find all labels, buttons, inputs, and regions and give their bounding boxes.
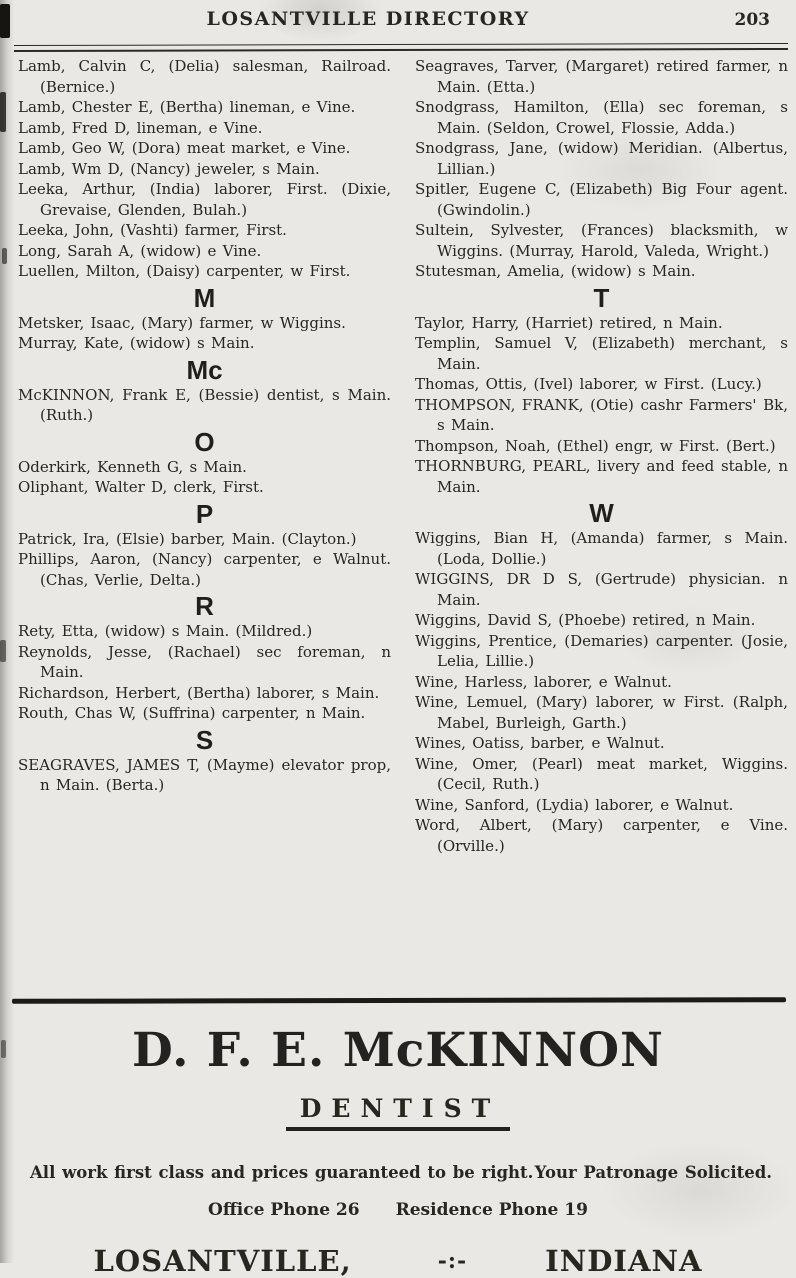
directory-entry: Wine, Omer, (Pearl) meat market, Wiggins. (Cecil, Ruth.): [415, 754, 788, 793]
section-letter-s: S: [195, 724, 214, 755]
section-letter-m: M: [193, 282, 216, 313]
directory-entry: Wiggins, Bian H, (Amanda) farmer, s Main. (Loda, Dollie.): [415, 529, 788, 568]
advertiser-profession: DENTIST: [286, 1094, 511, 1131]
directory-entry: Reynolds, Jesse, (Rachael) sec foreman, n Main.: [18, 642, 391, 681]
directory-entry: Taylor, Harry, (Harriet) retired, n Main.: [415, 313, 723, 332]
directory-entry: Metsker, Isaac, (Mary) farmer, w Wiggins.: [18, 313, 346, 332]
page-number: 203: [734, 10, 770, 30]
tagline-right: Your Patronage Solicited.: [534, 1163, 772, 1182]
directory-entry: Wine, Harless, laborer, e Walnut.: [415, 672, 672, 691]
directory-entry: WIGGINS, DR D S, (Gertrude) physician. n Main.: [415, 570, 788, 609]
directory-entry: Spitler, Eugene C, (Elizabeth) Big Four agent. (Gwindolin.): [415, 180, 788, 219]
directory-entry: Luellen, Milton, (Daisy) carpenter, w First.: [18, 262, 351, 280]
directory-entry: Wiggins, Prentice, (Demaries) carpenter. (Josie, Lelia, Lillie.): [415, 631, 788, 670]
directory-entry: Snodgrass, Jane, (widow) Meridian. (Albertus, Lillian.): [415, 139, 788, 178]
state-label: INDIANA: [545, 1244, 703, 1278]
directory-entry: Wine, Sanford, (Lydia) laborer, e Walnut.: [415, 795, 734, 814]
directory-entry: McKINNON, Frank E, (Bessie) dentist, s Main. (Ruth.): [18, 385, 391, 424]
directory-entry: Routh, Chas W, (Suffrina) carpenter, n Main.: [18, 704, 366, 722]
tagline-left: All work first class and prices guaranteed to be right.: [30, 1163, 534, 1182]
page-header: [0, 0, 796, 42]
section-letter-r: R: [195, 591, 214, 621]
directory-entry: Templin, Samuel V, (Elizabeth) merchant, s Main.: [415, 334, 788, 373]
advertisement-location: [0, 1244, 796, 1278]
directory-entry: Leeka, John, (Vashti) farmer, First.: [18, 221, 287, 239]
directory-entry: THORNBURG, PEARL, livery and feed stable, n Main.: [415, 457, 788, 496]
directory-entry: Stutesman, Amelia, (widow) s Main.: [415, 262, 696, 280]
city-label: LOSANTVILLE,: [93, 1244, 352, 1278]
advertisement-tagline: [0, 1163, 796, 1182]
directory-entry: Wines, Oatiss, barber, e Walnut.: [415, 734, 665, 752]
right-column: [415, 56, 788, 994]
directory-entry: Rety, Etta, (widow) s Main. (Mildred.): [18, 622, 313, 640]
residence-phone: Residence Phone 19: [395, 1200, 588, 1220]
directory-entry: Lamb, Wm D, (Nancy) jeweler, s Main.: [18, 159, 320, 178]
directory-entry: Lamb, Geo W, (Dora) meat market, e Vine.: [18, 139, 351, 157]
office-phone: Office Phone 26: [208, 1200, 360, 1220]
directory-entry: Seagraves, Tarver, (Margaret) retired farmer, n Main. (Etta.): [415, 57, 788, 96]
advertiser-profession-wrap: [0, 1094, 796, 1131]
directory-entry: SEAGRAVES, JAMES T, (Mayme) elevator prop, n Main. (Berta.): [18, 755, 391, 794]
scan-blot: [0, 92, 6, 132]
directory-entry: Long, Sarah A, (widow) e Vine.: [18, 241, 262, 260]
directory-entry: Word, Albert, (Mary) carpenter, e Vine. (Orville.): [415, 816, 788, 855]
section-letter-p: P: [195, 498, 214, 529]
directory-entry: Murray, Kate, (widow) s Main.: [18, 334, 255, 352]
directory-entry: Lamb, Calvin C, (Delia) salesman, Railroad. (Bernice.): [18, 57, 391, 96]
directory-entry: Wine, Lemuel, (Mary) laborer, w First. (Ralph, Mabel, Burleigh, Garth.): [415, 693, 788, 732]
directory-entry: Oliphant, Walter D, clerk, First.: [18, 478, 264, 496]
scan-blot: [0, 640, 6, 662]
directory-entry: Snodgrass, Hamilton, (Ella) sec foreman, s Main. (Seldon, Crowel, Flossie, Adda.): [415, 98, 788, 137]
scan-blot: [2, 248, 7, 264]
directory-entry: Wiggins, David S, (Phoebe) retired, n Main.: [415, 611, 756, 629]
directory-entry: Patrick, Ira, (Elsie) barber, Main. (Clayton.): [18, 529, 357, 548]
directory-entry: Richardson, Herbert, (Bertha) laborer, s Main.: [18, 683, 380, 702]
directory-entry: Thomas, Ottis, (Ivel) laborer, w First. (Lucy.): [415, 375, 762, 393]
advertisement-top-rule: [12, 997, 786, 1004]
directory-columns: [0, 51, 796, 994]
city-state-separator: -:-: [437, 1248, 468, 1274]
directory-entry: Oderkirk, Kenneth G, s Main.: [18, 457, 247, 476]
advertisement: [0, 998, 796, 1278]
section-letter-t: T: [593, 282, 610, 313]
directory-entry: Thompson, Noah, (Ethel) engr, w First. (Bert.): [415, 436, 776, 455]
directory-entry: Leeka, Arthur, (India) laborer, First. (Dixie, Grevaise, Glenden, Bulah.): [18, 180, 391, 219]
section-letter-o: O: [194, 426, 215, 457]
directory-title: LOSANTVILLE DIRECTORY: [206, 8, 530, 30]
directory-entry: Lamb, Fred D, lineman, e Vine.: [18, 118, 263, 137]
advertiser-name: D. F. E. McKINNON: [131, 1023, 665, 1078]
directory-entry: Sultein, Sylvester, (Frances) blacksmith, w Wiggins. (Murray, Harold, Valeda, Wright.): [415, 221, 788, 260]
directory-entry: THOMPSON, FRANK, (Otie) cashr Farmers' Bk, s Main.: [415, 395, 788, 434]
directory-entry: Lamb, Chester E, (Bertha) lineman, e Vine.: [18, 98, 356, 116]
section-letter-w: W: [589, 498, 614, 528]
left-column: [18, 56, 391, 994]
advertisement-phones: [0, 1200, 796, 1220]
directory-entry: Phillips, Aaron, (Nancy) carpenter, e Walnut. (Chas, Verlie, Delta.): [18, 550, 391, 589]
section-letter-mc: Mc: [186, 354, 223, 385]
